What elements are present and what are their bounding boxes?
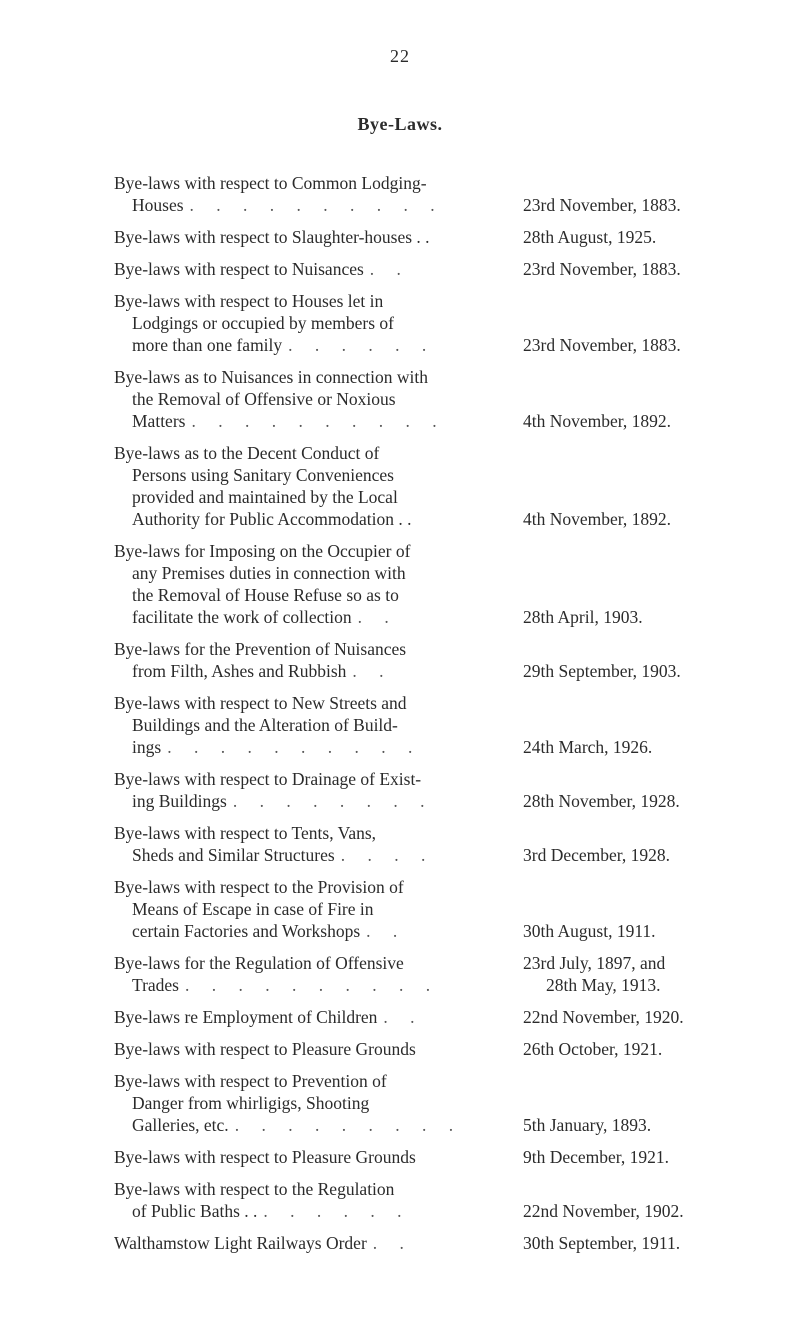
bye-law-title-line	[114, 1200, 509, 1222]
bye-law-title-text: Lodgings or occupied by members of	[132, 313, 394, 333]
adoption-date	[523, 606, 643, 628]
adoption-date-line: 23rd November, 1883.	[523, 259, 681, 279]
bye-law-title-text: Danger from whirligigs, Shooting	[132, 1093, 370, 1113]
bye-law-entry	[114, 258, 774, 280]
bye-law-title-text: more than one family	[132, 335, 283, 355]
bye-law-title	[114, 822, 509, 866]
bye-law-title-line	[114, 952, 509, 974]
bye-law-title-text: Bye-laws with respect to Drainage of Exist-	[114, 769, 422, 789]
adoption-date	[523, 226, 656, 248]
adoption-date	[523, 920, 656, 942]
bye-law-title-text: ing Buildings	[132, 791, 227, 811]
bye-law-title	[114, 366, 509, 432]
bye-law-title-text: from Filth, Ashes and Rubbish	[132, 661, 347, 681]
bye-law-title-text: Houses	[132, 195, 184, 215]
bye-law-entry	[114, 1232, 774, 1254]
bye-law-title-text: Bye-laws with respect to Prevention of	[114, 1071, 387, 1091]
page-title: Bye-Laws.	[357, 114, 443, 134]
bye-law-title-line	[114, 692, 509, 714]
adoption-date-line: 9th December, 1921.	[523, 1147, 670, 1167]
bye-law-title	[114, 952, 509, 996]
bye-law-title-text: Bye-laws with respect to the Provision of	[114, 877, 404, 897]
adoption-date-line: 23rd November, 1883.	[523, 195, 681, 215]
adoption-date-line: 4th November, 1892.	[523, 411, 672, 431]
bye-law-title-text: Bye-laws with respect to Nuisances	[114, 259, 364, 279]
dot-leader: . . . . . . . . . .	[189, 195, 444, 215]
adoption-date	[523, 1232, 680, 1254]
bye-law-entry	[114, 290, 774, 356]
bye-law-title	[114, 1146, 509, 1168]
bye-law-title-line	[114, 1092, 509, 1114]
bye-law-entry	[114, 540, 774, 628]
bye-law-title-line	[114, 1114, 509, 1136]
bye-law-title	[114, 1038, 509, 1060]
bye-law-entry	[114, 952, 774, 996]
bye-law-title	[114, 1006, 509, 1028]
bye-law-title	[114, 638, 509, 682]
bye-laws-table	[114, 162, 774, 1254]
adoption-date	[523, 1038, 662, 1060]
bye-law-title-text: certain Factories and Workshops	[132, 921, 361, 941]
dot-leader: . .	[366, 921, 407, 941]
bye-law-title	[114, 1070, 509, 1136]
bye-law-title-text: Bye-laws with respect to Slaughter-houses . .	[114, 227, 430, 247]
bye-law-title	[114, 1178, 509, 1222]
bye-law-title-text: Bye-laws with respect to Pleasure Grounds	[114, 1147, 416, 1167]
bye-law-title-line	[114, 790, 509, 812]
bye-law-title-line	[114, 486, 509, 508]
adoption-date	[523, 790, 680, 812]
bye-law-title-line	[114, 920, 509, 942]
bye-law-title-line	[114, 388, 509, 410]
bye-law-title-text: Bye-laws with respect to Common Lodging-	[114, 173, 427, 193]
bye-law-title-line	[114, 226, 509, 248]
adoption-date-line: 26th October, 1921.	[523, 1039, 663, 1059]
bye-law-title	[114, 540, 509, 628]
bye-law-title	[114, 876, 509, 942]
adoption-date-line: 22nd November, 1902.	[523, 1201, 684, 1221]
bye-law-title-text: Bye-laws for Imposing on the Occupier of	[114, 541, 411, 561]
bye-law-title-text: Walthamstow Light Railways Order	[114, 1233, 367, 1253]
adoption-date	[523, 1146, 669, 1168]
adoption-date-line: 30th September, 1911.	[523, 1233, 681, 1253]
bye-law-entry	[114, 1038, 774, 1060]
bye-law-title-text: Bye-laws with respect to the Regulation	[114, 1179, 395, 1199]
page-number: 22	[390, 46, 410, 66]
bye-law-title-line	[114, 844, 509, 866]
bye-law-entry	[114, 442, 774, 530]
bye-law-title-line	[114, 768, 509, 790]
bye-law-title-line	[114, 1070, 509, 1092]
bye-law-entry	[114, 1178, 774, 1222]
adoption-date-line: 28th November, 1928.	[523, 791, 680, 811]
bye-law-title-text: provided and maintained by the Local	[132, 487, 398, 507]
bye-law-title-line	[114, 258, 509, 280]
bye-law-title-text: Bye-laws with respect to Tents, Vans,	[114, 823, 377, 843]
adoption-date-line: 28th August, 1925.	[523, 227, 657, 247]
bye-law-title-text: Sheds and Similar Structures	[132, 845, 335, 865]
bye-law-title-text: the Removal of Offensive or Noxious	[132, 389, 396, 409]
dot-leader: . . . . . . . . . .	[185, 975, 440, 995]
dot-leader: . .	[352, 661, 393, 681]
bye-law-entry	[114, 1146, 774, 1168]
bye-law-title-line	[114, 822, 509, 844]
bye-law-title-text: Matters	[132, 411, 186, 431]
bye-law-title	[114, 692, 509, 758]
dot-leader: . .	[369, 259, 410, 279]
bye-law-title	[114, 442, 509, 530]
adoption-date	[523, 334, 681, 356]
bye-law-title-line	[114, 508, 509, 530]
bye-law-entry	[114, 638, 774, 682]
bye-law-title-line	[114, 876, 509, 898]
dot-leader: . . . .	[340, 845, 435, 865]
adoption-date-line: 29th September, 1903.	[523, 661, 681, 681]
bye-law-title-text: Means of Escape in case of Fire in	[132, 899, 374, 919]
bye-law-title-line	[114, 366, 509, 388]
bye-law-entry	[114, 1070, 774, 1136]
adoption-date-line: 23rd November, 1883.	[523, 335, 681, 355]
adoption-date	[523, 952, 665, 996]
bye-law-title-line	[114, 194, 509, 216]
bye-law-title-line	[114, 1146, 509, 1168]
adoption-date-line: 4th November, 1892.	[523, 509, 672, 529]
bye-law-entry	[114, 692, 774, 758]
adoption-date-line: 23rd July, 1897, and	[523, 953, 666, 973]
adoption-date-line: 3rd December, 1928.	[523, 845, 671, 865]
adoption-date	[523, 844, 670, 866]
dot-leader: . .	[357, 607, 398, 627]
bye-law-title-line	[114, 736, 509, 758]
bye-law-title-text: Galleries, etc.	[132, 1115, 229, 1135]
bye-law-title	[114, 172, 509, 216]
bye-law-title-line	[114, 606, 509, 628]
bye-law-title-text: Bye-laws with respect to Houses let in	[114, 291, 384, 311]
bye-law-entry	[114, 768, 774, 812]
adoption-date	[523, 736, 652, 758]
bye-law-title-line	[114, 290, 509, 312]
adoption-date-line: 28th April, 1903.	[523, 607, 643, 627]
dot-leader: . . . . . . . . . .	[191, 411, 446, 431]
adoption-date	[523, 660, 681, 682]
adoption-date-line: 30th August, 1911.	[523, 921, 656, 941]
bye-law-title-line	[114, 562, 509, 584]
bye-law-entry	[114, 172, 774, 216]
bye-law-title	[114, 768, 509, 812]
bye-law-title-line	[114, 974, 509, 996]
bye-law-title-text: Persons using Sanitary Conveniences	[132, 465, 394, 485]
adoption-date	[523, 1006, 684, 1028]
adoption-date-line: 28th May, 1913.	[546, 975, 661, 995]
adoption-date	[523, 1114, 651, 1136]
bye-law-title-line	[114, 1232, 509, 1254]
bye-law-title	[114, 1232, 509, 1254]
bye-law-entry	[114, 822, 774, 866]
bye-law-title	[114, 258, 509, 280]
dot-leader: . . . . . .	[288, 335, 436, 355]
bye-law-title-text: ings	[132, 737, 162, 757]
bye-law-title	[114, 290, 509, 356]
bye-law-title-text: Bye-laws with respect to Pleasure Grounds	[114, 1039, 416, 1059]
bye-law-title-line	[114, 442, 509, 464]
dot-leader: . .	[372, 1233, 413, 1253]
bye-law-title-text: Bye-laws for the Prevention of Nuisances	[114, 639, 407, 659]
bye-law-entry	[114, 366, 774, 432]
adoption-date-line: 5th January, 1893.	[523, 1115, 652, 1135]
bye-law-title-line	[114, 584, 509, 606]
bye-law-title-line	[114, 714, 509, 736]
bye-law-title-text: Buildings and the Alteration of Build-	[132, 715, 398, 735]
adoption-date	[523, 1200, 684, 1222]
dot-leader: . .	[383, 1007, 424, 1027]
bye-law-title	[114, 226, 509, 248]
adoption-date	[523, 258, 681, 280]
dot-leader: . . . . . . . . . .	[167, 737, 422, 757]
adoption-date-line: 22nd November, 1920.	[523, 1007, 684, 1027]
bye-law-title-text: facilitate the work of collection	[132, 607, 352, 627]
bye-law-title-line	[114, 540, 509, 562]
adoption-date	[523, 194, 681, 216]
bye-law-title-text: any Premises duties in connection with	[132, 563, 406, 583]
bye-law-title-text: Bye-laws with respect to New Streets and	[114, 693, 407, 713]
dot-leader: . . . . . . . .	[232, 791, 434, 811]
bye-law-title-line	[114, 410, 509, 432]
dot-leader: . . . . . .	[263, 1201, 411, 1221]
adoption-date	[523, 410, 671, 432]
bye-law-title-text: of Public Baths . .	[132, 1201, 258, 1221]
bye-law-entry	[114, 226, 774, 248]
bye-law-title-line	[114, 660, 509, 682]
adoption-date	[523, 508, 671, 530]
bye-law-title-line	[114, 172, 509, 194]
bye-law-title-line	[114, 1178, 509, 1200]
bye-law-title-text: Bye-laws as to the Decent Conduct of	[114, 443, 380, 463]
bye-law-title-text: Authority for Public Accommodation . .	[132, 509, 412, 529]
bye-law-title-line	[114, 334, 509, 356]
bye-law-title-text: Bye-laws as to Nuisances in connection with	[114, 367, 428, 387]
bye-law-title-line	[114, 312, 509, 334]
bye-law-title-line	[114, 1006, 509, 1028]
bye-law-title-line	[114, 464, 509, 486]
bye-law-title-line	[114, 1038, 509, 1060]
bye-law-entry	[114, 1006, 774, 1028]
bye-law-title-text: the Removal of House Refuse so as to	[132, 585, 399, 605]
bye-law-title-line	[114, 898, 509, 920]
dot-leader: . . . . . . . . .	[234, 1115, 463, 1135]
bye-law-title-text: Bye-laws re Employment of Children	[114, 1007, 378, 1027]
bye-law-entry	[114, 876, 774, 942]
bye-law-title-line	[114, 638, 509, 660]
bye-law-title-text: Bye-laws for the Regulation of Offensive	[114, 953, 404, 973]
adoption-date-line: 24th March, 1926.	[523, 737, 653, 757]
bye-law-title-text: Trades	[132, 975, 179, 995]
